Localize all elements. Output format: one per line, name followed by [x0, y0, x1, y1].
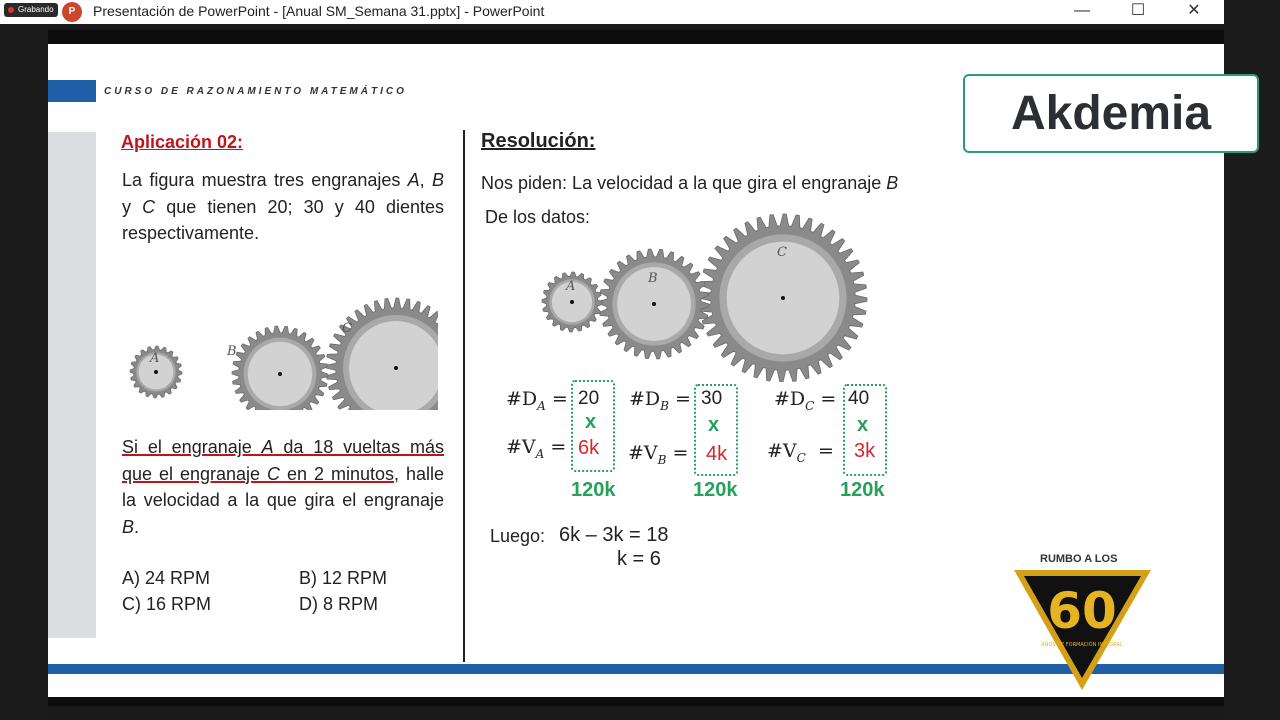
badge-number: 60: [1047, 582, 1117, 640]
course-label: CURSO DE RAZONAMIENTO MATEMÁTICO: [104, 86, 407, 97]
times-icon: x: [585, 411, 597, 433]
option-d: D) 8 RPM: [299, 594, 379, 614]
close-button[interactable]: ✕: [1187, 2, 1201, 19]
speed-value-a: 6k: [578, 437, 600, 459]
teeth-label-a: $\#D_A$ =: [506, 388, 568, 413]
course-accent-block: [48, 80, 96, 102]
powerpoint-icon[interactable]: P: [62, 2, 82, 22]
times-icon: x: [857, 414, 869, 436]
teeth-label-c: $\#D_C$ =: [774, 388, 837, 413]
teeth-label-b: $\#D_B$ =: [629, 388, 691, 413]
sixty-years-badge: [1010, 566, 1155, 694]
gear-label-b: B: [648, 271, 658, 286]
data-label: De los datos:: [485, 207, 591, 227]
option-c: C) 16 RPM: [122, 594, 212, 614]
badge-top-text: RUMBO A LOS: [1040, 553, 1118, 565]
product-c: 120k: [840, 479, 885, 501]
window-title: Presentación de PowerPoint - [Anual SM_Semana 31.pptx] - PowerPoint: [93, 3, 545, 19]
resolution-heading: Resolución:: [481, 130, 596, 152]
teeth-value-b: 30: [701, 388, 723, 409]
gear-label-a: A: [150, 351, 160, 366]
speed-value-b: 4k: [706, 443, 728, 465]
recording-label: Grabando: [18, 5, 54, 14]
gear-c: [699, 214, 867, 382]
luego-label: Luego:: [490, 526, 546, 546]
speed-label-c: $\#V_C$ =: [767, 440, 834, 465]
times-icon: x: [708, 414, 720, 436]
column-divider: [463, 130, 465, 662]
akdemia-logo: Akdemia: [963, 74, 1259, 153]
asked-text: Nos piden: La velocidad a la que gira el engranaje B: [481, 173, 899, 193]
option-b: B) 12 RPM: [299, 568, 388, 588]
gear-label-c: C: [777, 245, 787, 260]
speed-value-c: 3k: [854, 440, 876, 462]
window-titlebar: [0, 0, 1224, 24]
minimize-button[interactable]: —: [1074, 2, 1090, 19]
recording-badge: [4, 3, 58, 17]
maximize-button[interactable]: ☐: [1130, 2, 1146, 19]
badge-bottom-text: AÑOS DE FORMACIÓN INTEGRAL: [1041, 642, 1123, 648]
gear-label-c: C: [342, 321, 352, 336]
slide-bottom-bar: [48, 697, 1224, 706]
teeth-value-a: 20: [578, 388, 600, 409]
problem-question: Si el engranaje A da 18 vueltas más que el engranaje C en 2 minutos, halle la velocidad a la que gira el engranaje B.: [122, 437, 444, 537]
option-a: A) 24 RPM: [122, 568, 211, 588]
product-a: 120k: [571, 479, 616, 501]
gear-label-a: A: [566, 279, 576, 294]
slide-top-bar: [48, 30, 1224, 44]
gear-c: [326, 298, 438, 410]
speed-label-a: $\#V_A$ =: [506, 436, 567, 461]
record-dot-icon: [8, 7, 14, 13]
left-background: [0, 24, 48, 720]
gear-label-b: B: [227, 344, 237, 359]
gear-b: [232, 326, 328, 410]
speed-label-b: $\#V_B$ =: [628, 442, 689, 467]
teeth-value-c: 40: [848, 388, 870, 409]
gear-b: [599, 249, 709, 359]
equation-2: k = 6: [617, 548, 661, 570]
equation-1: 6k – 3k = 18: [559, 524, 669, 546]
gears-figure-right: [536, 210, 881, 382]
gears-figure-left: [128, 262, 438, 410]
side-strip: [48, 132, 96, 638]
problem-intro: La figura muestra tres engranajes A, B y C que tienen 20; 30 y 40 dientes respectivamente.: [122, 170, 444, 243]
application-heading: Aplicación 02:: [121, 132, 244, 152]
product-b: 120k: [693, 479, 738, 501]
